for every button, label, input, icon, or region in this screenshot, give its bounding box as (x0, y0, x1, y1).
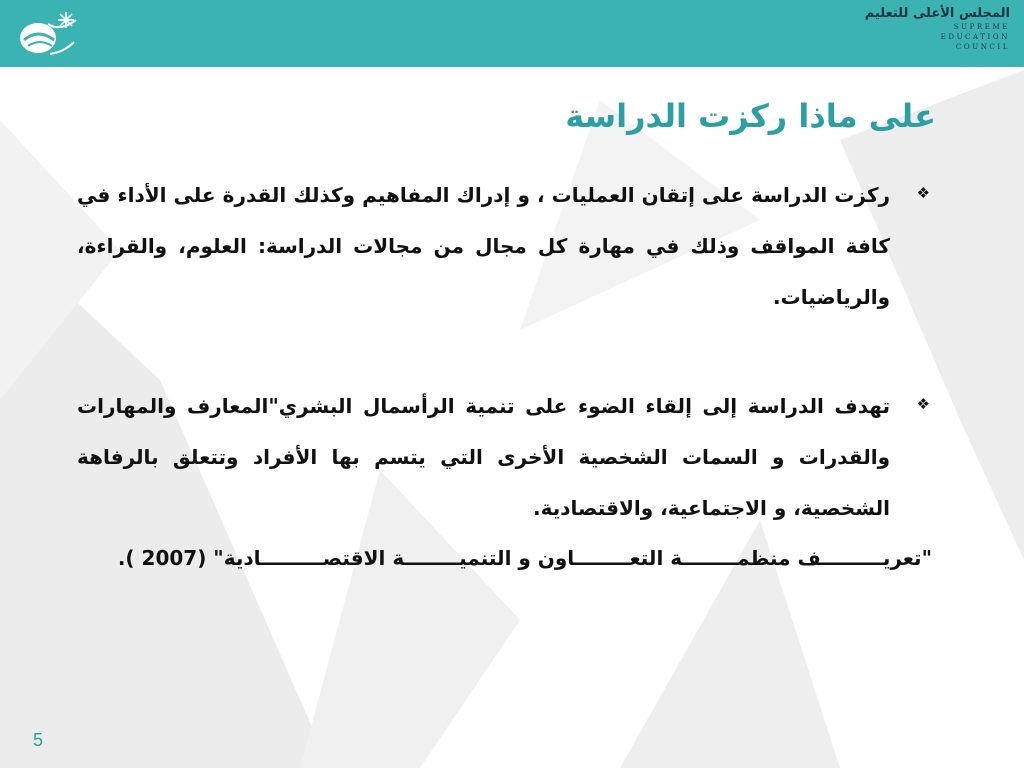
bullet-text: تهدف الدراسة إلى إلقاء الضوء على تنمية الرأسمال البشري"المعارف والمهارات والقدرات و السمات الشخصية الأخرى التي يتسم بها الأفراد وتتعلق بالرفاهة الشخصية، و الاجتماعية، والاقتصادية. (77, 394, 890, 520)
council-name (865, 6, 1010, 52)
council-name-english-line: COUNCIL (955, 43, 1010, 51)
bullet-item (77, 170, 932, 323)
slide-content (77, 170, 932, 578)
bullet-text: ركزت الدراسة على إتقان العمليات ، و إدراك المفاهيم وكذلك القدرة على الأداء في كافة المواقف وذلك في مهارة كل مجال من مجالات الدراسة: العلوم، والقراءة، والرياضيات. (77, 183, 890, 309)
bullet-item (77, 381, 932, 534)
bullet-diamond-icon: ❖ (916, 184, 930, 202)
sec-logo-icon (14, 10, 78, 60)
citation: "تعريـــــــــف منظمــــــــة التعــــــــاون و التنميــــــــة الاقتصـــــــــادية" (2007 ). (117, 546, 932, 570)
slide-title: على ماذا ركزت الدراسة (565, 97, 936, 135)
header-bar (0, 0, 1024, 67)
page-number: 5 (33, 730, 44, 750)
bullet-diamond-icon: ❖ (916, 395, 930, 413)
council-name-arabic: المجلس الأعلى للتعليم (864, 6, 1010, 21)
council-name-english-line: EDUCATION (940, 33, 1010, 41)
council-name-english-line: SUPREME (953, 23, 1010, 31)
